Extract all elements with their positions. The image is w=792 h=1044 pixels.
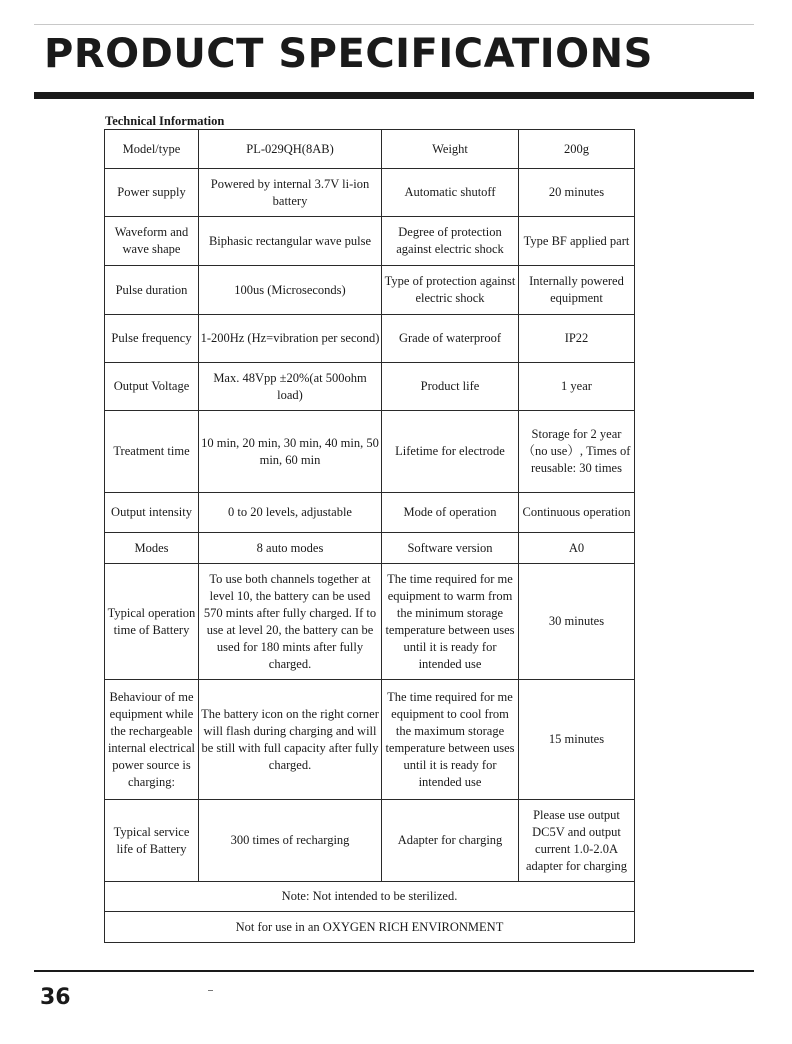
- table-row: [105, 130, 635, 169]
- page-title: PRODUCT SPECIFICATIONS: [44, 31, 653, 77]
- table-row: [105, 411, 635, 493]
- spec-value: Powered by internal 3.7V li-ion battery: [199, 169, 382, 217]
- spec-value: Please use output DC5V and output current 1.0-2.0A adapter for charging: [519, 800, 635, 882]
- spec-value: 15 minutes: [519, 680, 635, 800]
- spec-label: Power supply: [105, 169, 199, 217]
- spec-value: Type BF applied part: [519, 217, 635, 266]
- spec-value: The battery icon on the right corner will flash during charging and will be still with full capacity after fully charged.: [199, 680, 382, 800]
- spec-value: 30 minutes: [519, 564, 635, 680]
- page-number: 36: [40, 985, 71, 1010]
- spec-label: Weight: [382, 130, 519, 169]
- spec-label: Modes: [105, 533, 199, 564]
- spec-value: 10 min, 20 min, 30 min, 40 min, 50 min, 60 min: [199, 411, 382, 493]
- footer-mark: [208, 990, 213, 991]
- spec-label: The time required for me equipment to warm from the minimum storage temperature between uses until it is ready for intended use: [382, 564, 519, 680]
- table-row: [105, 315, 635, 363]
- spec-label: Grade of waterproof: [382, 315, 519, 363]
- spec-label: Adapter for charging: [382, 800, 519, 882]
- spec-value: Internally powered equipment: [519, 266, 635, 315]
- spec-label: The time required for me equipment to cool from the maximum storage temperature between uses until it is ready for intended use: [382, 680, 519, 800]
- spec-value: 300 times of recharging: [199, 800, 382, 882]
- spec-value: IP22: [519, 315, 635, 363]
- spec-value: A0: [519, 533, 635, 564]
- table-row: [105, 217, 635, 266]
- table-row: [105, 800, 635, 882]
- spec-value: 1-200Hz (Hz=vibration per second): [199, 315, 382, 363]
- spec-value: PL-029QH(8AB): [199, 130, 382, 169]
- spec-label: Automatic shutoff: [382, 169, 519, 217]
- spec-label: Software version: [382, 533, 519, 564]
- table-row: [105, 169, 635, 217]
- table-row: [105, 680, 635, 800]
- spec-value: 1 year: [519, 363, 635, 411]
- spec-label: Pulse frequency: [105, 315, 199, 363]
- spec-value: 20 minutes: [519, 169, 635, 217]
- spec-label: Mode of operation: [382, 493, 519, 533]
- spec-label: Model/type: [105, 130, 199, 169]
- footer-rule: [34, 970, 754, 972]
- table-row: [105, 266, 635, 315]
- title-rule: [34, 92, 754, 99]
- spec-value: Continuous operation: [519, 493, 635, 533]
- table-row: [105, 363, 635, 411]
- spec-label: Product life: [382, 363, 519, 411]
- spec-table: [104, 129, 635, 943]
- spec-value: 100us (Microseconds): [199, 266, 382, 315]
- note-sterilized: Note: Not intended to be sterilized.: [105, 882, 635, 912]
- spec-value: 8 auto modes: [199, 533, 382, 564]
- spec-label: Typical operation time of Battery: [105, 564, 199, 680]
- spec-label: Waveform and wave shape: [105, 217, 199, 266]
- spec-value: 200g: [519, 130, 635, 169]
- spec-value: Biphasic rectangular wave pulse: [199, 217, 382, 266]
- spec-label: Type of protection against electric shock: [382, 266, 519, 315]
- top-rule: [34, 24, 754, 25]
- table-row: [105, 912, 635, 943]
- spec-value: 0 to 20 levels, adjustable: [199, 493, 382, 533]
- spec-label: Output Voltage: [105, 363, 199, 411]
- spec-label: Degree of protection against electric shock: [382, 217, 519, 266]
- section-heading: Technical Information: [105, 114, 225, 128]
- spec-label: Typical service life of Battery: [105, 800, 199, 882]
- note-oxygen: Not for use in an OXYGEN RICH ENVIRONMENT: [105, 912, 635, 943]
- spec-label: Lifetime for electrode: [382, 411, 519, 493]
- spec-value: To use both channels together at level 10, the battery can be used 570 mints after fully charged. If to use at level 20, the battery can be used for 180 mints after fully charged.: [199, 564, 382, 680]
- spec-label: Treatment time: [105, 411, 199, 493]
- spec-value: Max. 48Vpp ±20%(at 500ohm load): [199, 363, 382, 411]
- spec-value: Storage for 2 year（no use）, Times of reusable: 30 times: [519, 411, 635, 493]
- table-row: [105, 882, 635, 912]
- spec-label: Behaviour of me equipment while the rechargeable internal electrical power source is charging:: [105, 680, 199, 800]
- spec-label: Output intensity: [105, 493, 199, 533]
- table-row: [105, 533, 635, 564]
- spec-label: Pulse duration: [105, 266, 199, 315]
- table-row: [105, 493, 635, 533]
- table-row: [105, 564, 635, 680]
